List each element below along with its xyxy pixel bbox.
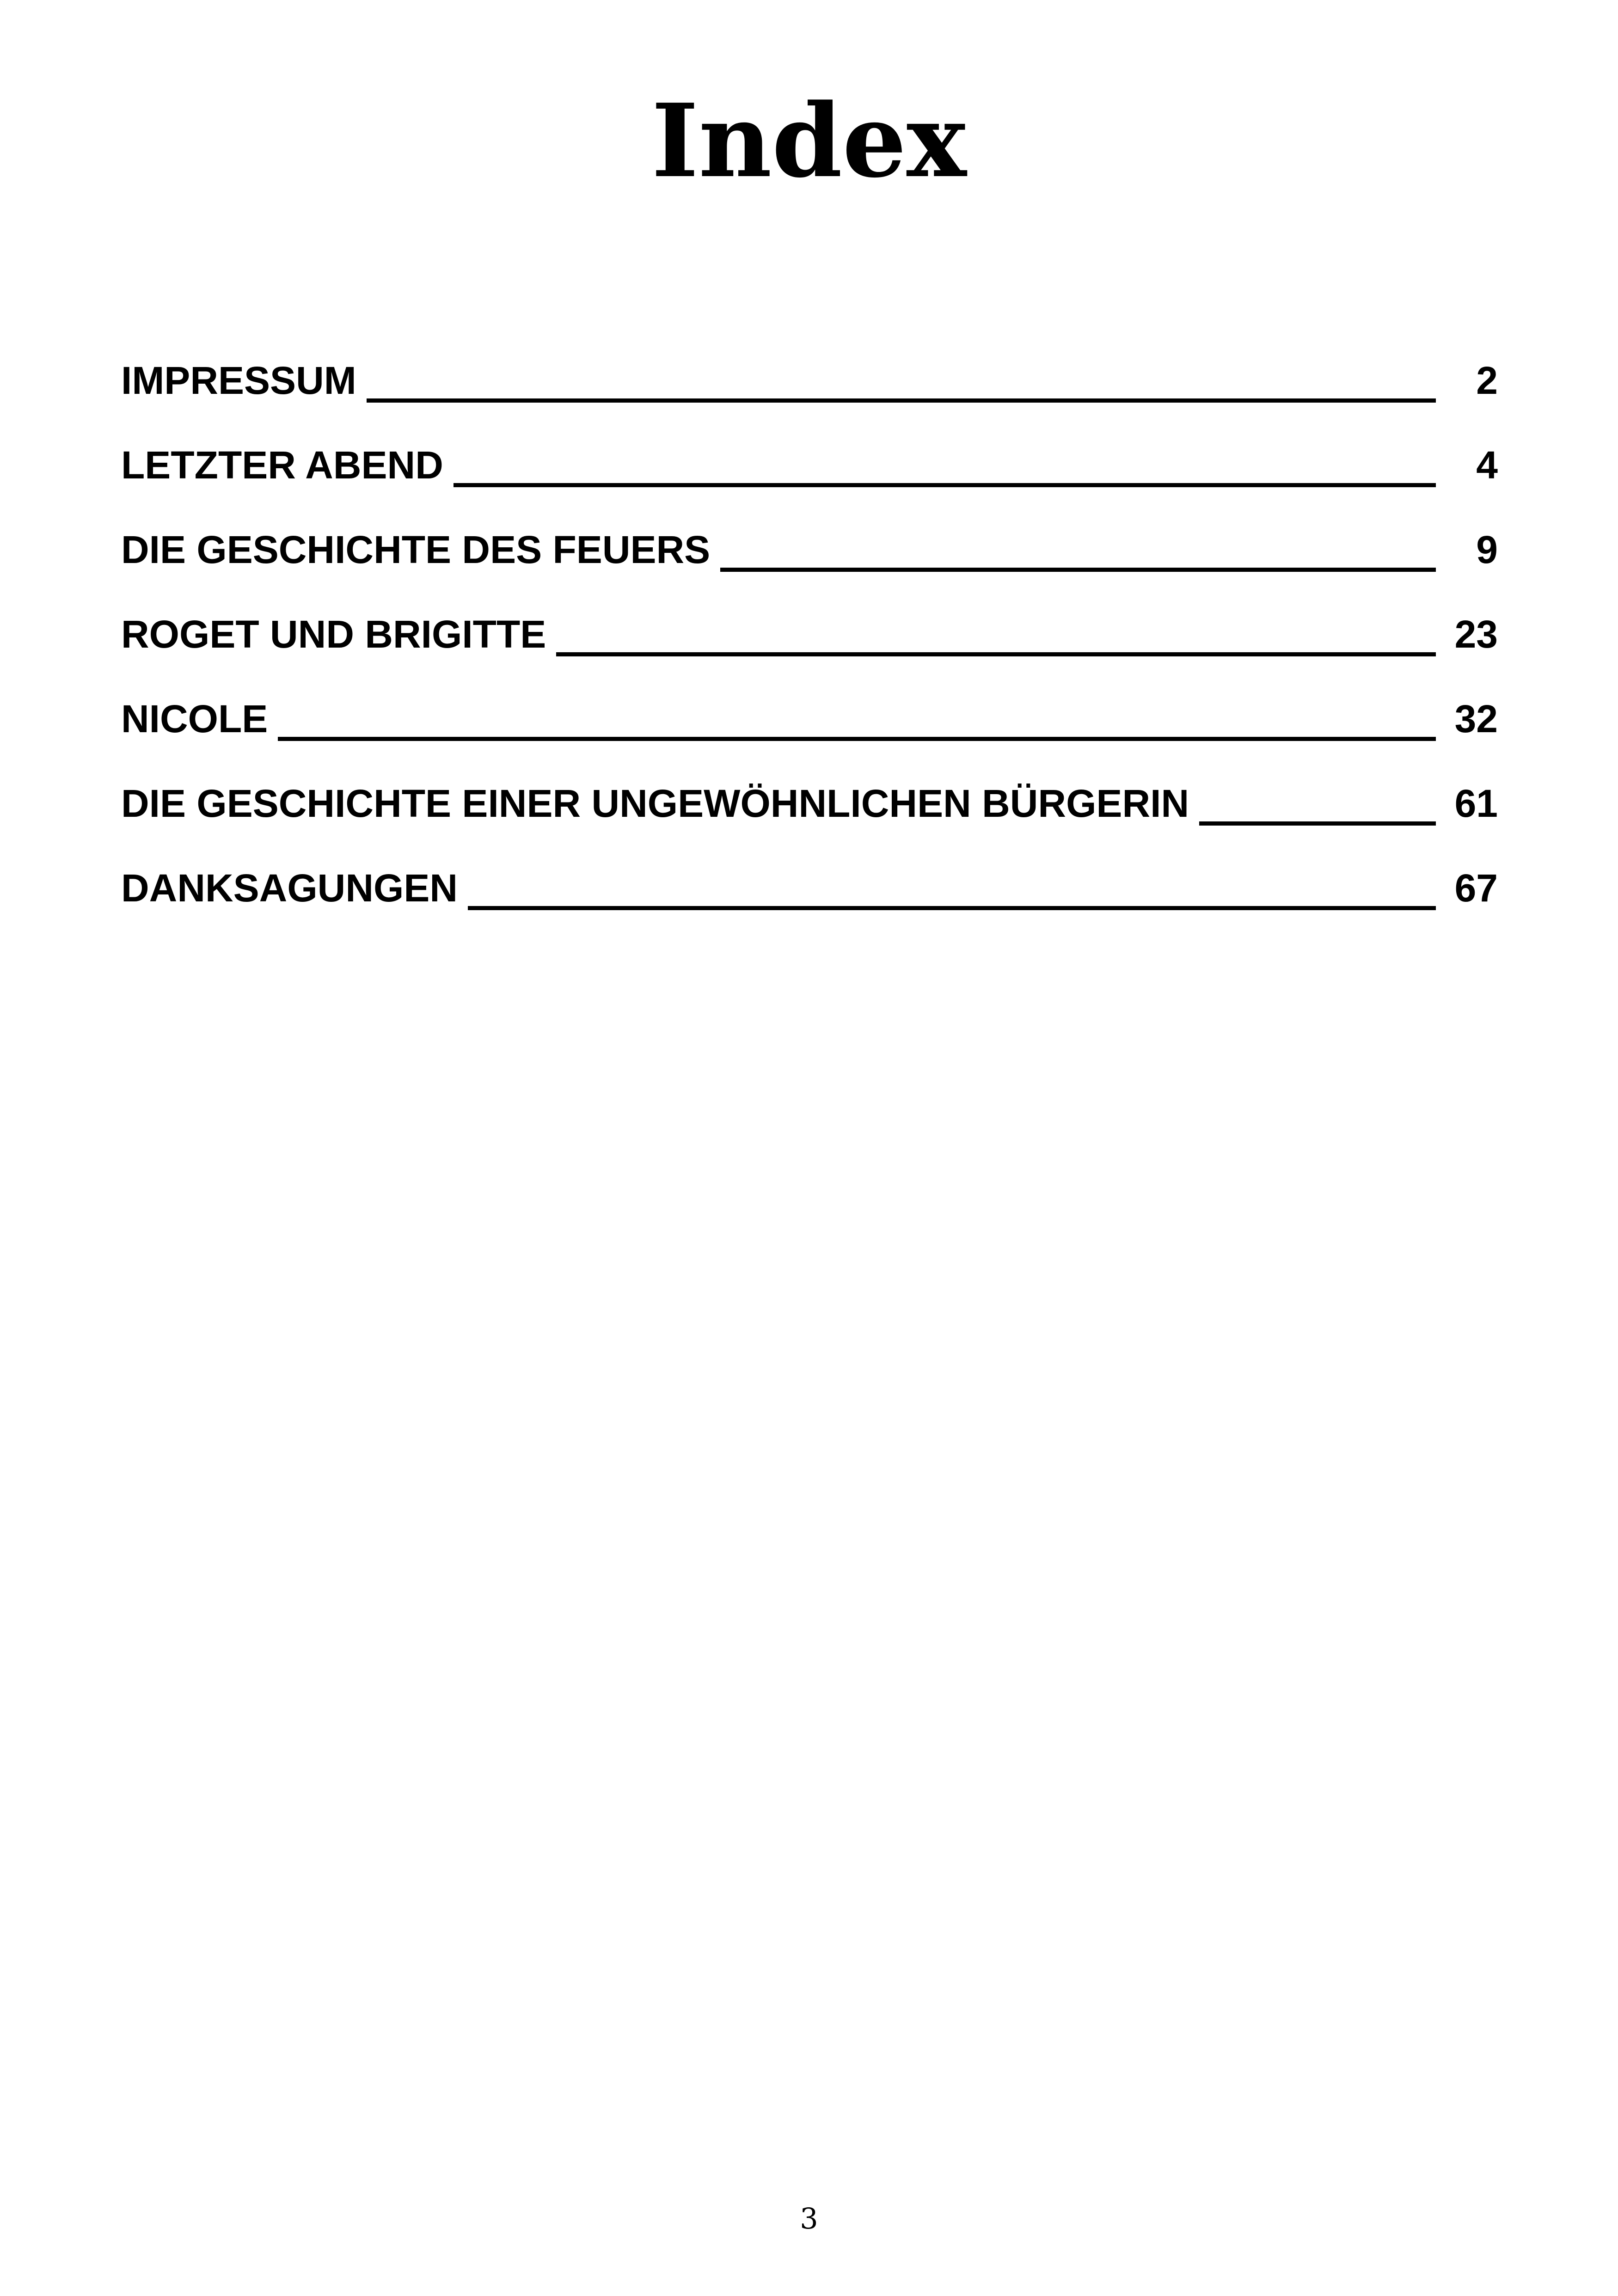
- toc-entry[interactable]: [121, 417, 1498, 502]
- toc-leader-line: [1199, 821, 1436, 826]
- toc-leader-line: [278, 737, 1436, 741]
- toc-entry-label: IMPRESSUM: [121, 359, 356, 402]
- toc-entry-label: ROGET UND BRIGITTE: [121, 612, 546, 656]
- toc-entry[interactable]: [121, 840, 1498, 925]
- toc-entry[interactable]: [121, 756, 1498, 840]
- toc-entry-page: 32: [1454, 697, 1498, 741]
- table-of-contents: [121, 333, 1498, 925]
- footer-page-number: 3: [800, 2202, 818, 2235]
- toc-entry-page: 2: [1476, 359, 1498, 402]
- toc-leader-line: [454, 483, 1436, 487]
- toc-entry[interactable]: [121, 587, 1498, 671]
- toc-entry-page: 23: [1454, 612, 1498, 656]
- toc-entry-page: 4: [1476, 443, 1498, 487]
- toc-entry-page: 67: [1454, 866, 1498, 910]
- toc-entry[interactable]: [121, 333, 1498, 417]
- toc-entry[interactable]: [121, 502, 1498, 587]
- page-title: Index: [651, 82, 967, 200]
- toc-entry-label: DIE GESCHICHTE EINER UNGEWÖHNLICHEN BÜRGERIN: [121, 782, 1189, 825]
- toc-entry-page: 61: [1454, 782, 1498, 825]
- toc-entry[interactable]: [121, 671, 1498, 756]
- toc-entry-label: DIE GESCHICHTE DES FEUERS: [121, 528, 711, 571]
- toc-entry-page: 9: [1476, 528, 1498, 571]
- toc-entry-label: LETZTER ABEND: [121, 443, 443, 487]
- toc-entry-label: DANKSAGUNGEN: [121, 866, 458, 910]
- toc-leader-line: [468, 906, 1436, 910]
- toc-leader-line: [367, 398, 1436, 403]
- toc-leader-line: [556, 652, 1436, 656]
- toc-entry-label: NICOLE: [121, 697, 268, 741]
- toc-leader-line: [720, 568, 1436, 572]
